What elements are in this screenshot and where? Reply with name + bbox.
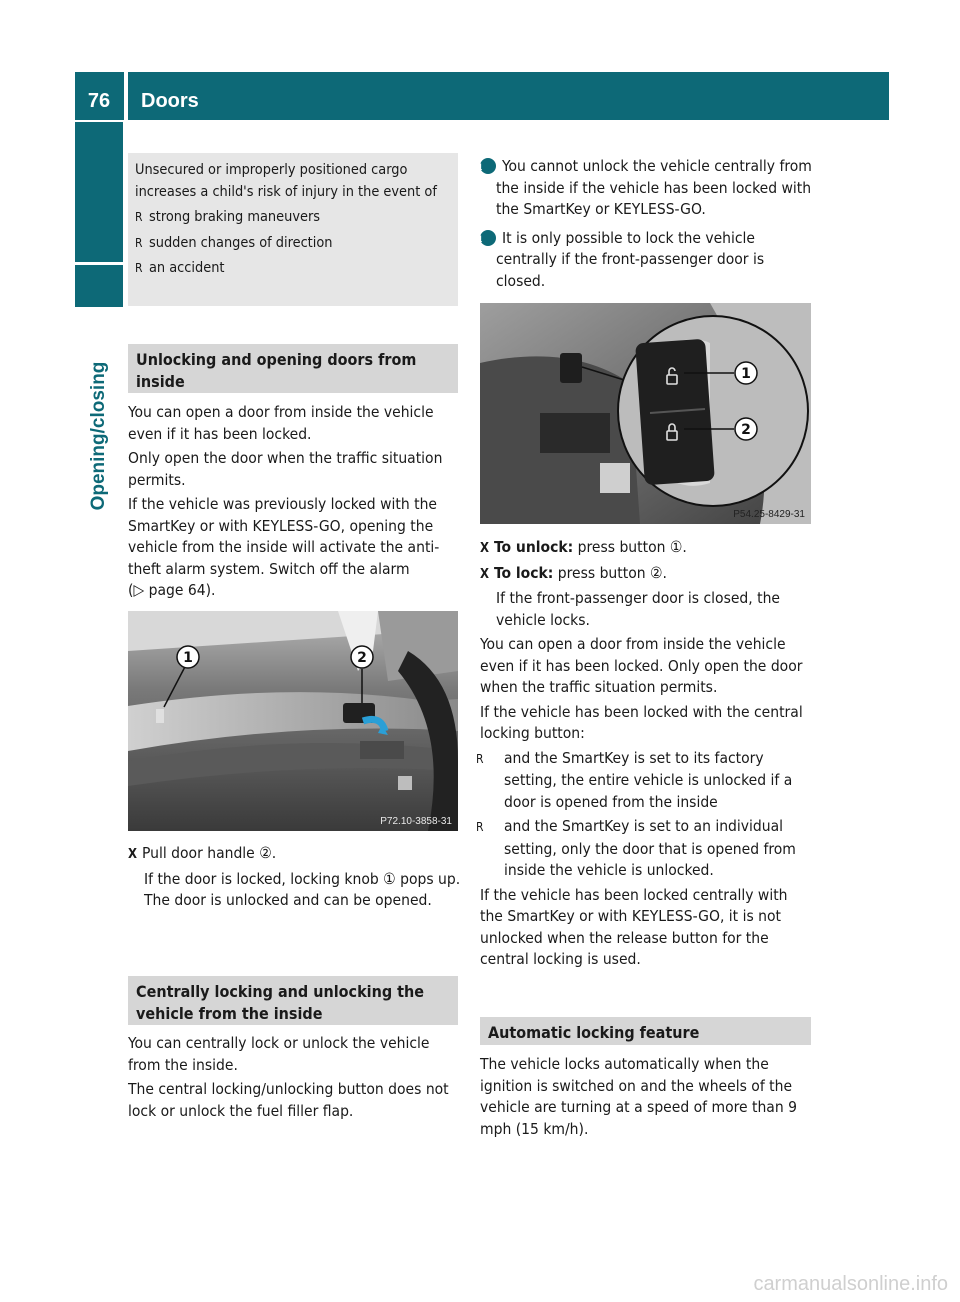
list-item: R and the SmartKey is set to its factory setting, the entire vehicle is unlocked if a door is opened from the inside (476, 748, 793, 811)
lock-button-illustration (480, 303, 811, 524)
right-steps (476, 537, 814, 974)
header-divider (124, 72, 128, 120)
paragraph: You can open a door from inside the vehicle even if it has been locked. Only open the door when the traffic situation permits. (480, 635, 803, 696)
callout-2: 2 (357, 650, 367, 666)
warning-item: R strong braking maneuvers (135, 209, 321, 225)
warning-text (135, 160, 453, 280)
instruction-step: X To lock: press button ②. (480, 563, 667, 582)
door-panel-illustration (128, 611, 458, 831)
door-panel-figure (128, 611, 458, 831)
warning-item: R sudden changes of direction (135, 234, 333, 251)
page-title: Doors (141, 90, 199, 112)
paragraph: If the vehicle has been locked with the central locking button: (480, 702, 803, 742)
info-note: i You cannot unlock the vehicle centrally from the inside if the vehicle has been locked with the SmartKey or KEYLESS-GO. (477, 157, 812, 218)
lock-button-figure (480, 303, 811, 524)
right-info (477, 156, 813, 295)
watermark: carmanualsonline.info (753, 1273, 948, 1295)
callout-2: 2 (741, 422, 751, 438)
list-item: R and the SmartKey is set to an individual setting, only the door that is opened from inside the vehicle is unlocked. (476, 817, 796, 879)
info-icon: i (480, 230, 496, 246)
section3-text (480, 1054, 814, 1143)
figure-code: P54.25-8429-31 (733, 509, 805, 520)
section2-text (128, 1033, 460, 1125)
paragraph: The central locking/unlocking button does not lock or unlock the fuel filler flap. (128, 1080, 449, 1120)
instruction-note: If the door is locked, locking knob ① pops up. The door is unlocked and can be opened. (144, 869, 461, 909)
paragraph: The vehicle locks automatically when the ignition is switched on and the wheels of the vehicle are turning at a speed of more than 9 mph (15 km/h). (480, 1055, 797, 1138)
instruction-step: X Pull door handle ②. (128, 844, 277, 862)
section1-steps (128, 843, 462, 915)
chapter-label: Opening/closing (88, 361, 109, 511)
paragraph: You can centrally lock or unlock the vehicle from the inside. (128, 1034, 430, 1074)
section-heading-automatic-locking: Automatic locking feature (480, 1017, 811, 1045)
figure-code: P72.10-3858-31 (380, 816, 452, 827)
paragraph: If the vehicle was previously locked with the SmartKey or with KEYLESS-GO, opening the vehicle from the inside will activate the anti-theft alarm system. Switch off the alarm (▷ page 64). (128, 495, 440, 599)
page-reference[interactable]: (▷ page 64). (128, 581, 216, 599)
side-tab-block (75, 265, 123, 307)
side-tab-strip (75, 122, 123, 262)
section1-text (128, 402, 460, 605)
section-heading-central-locking: Centrally locking and unlocking the vehicle from the inside (128, 976, 458, 1025)
callout-1: 1 (741, 366, 751, 382)
warning-item: R an accident (135, 260, 225, 276)
paragraph: Only open the door when the traffic situation permits. (128, 449, 443, 489)
paragraph: You can open a door from inside the vehicle even if it has been locked. (128, 403, 434, 443)
instruction-note: If the front-passenger door is closed, the vehicle locks. (496, 589, 781, 629)
info-icon: i (480, 158, 496, 174)
instruction-step: X To unlock: press button ①. (480, 538, 687, 556)
page-number: 76 (87, 90, 111, 112)
info-note: i It is only possible to lock the vehicle centrally if the front-passenger door is closed. (477, 228, 765, 290)
callout-1: 1 (183, 650, 193, 666)
paragraph: If the vehicle has been locked centrally with the SmartKey or with KEYLESS-GO, it is not unlocked when the release button for the central locking is used. (480, 885, 788, 968)
section-heading-unlocking: Unlocking and opening doors from inside (128, 344, 458, 393)
warning-intro: Unsecured or improperly positioned cargo increases a child's risk of injury in the event of (135, 162, 437, 200)
